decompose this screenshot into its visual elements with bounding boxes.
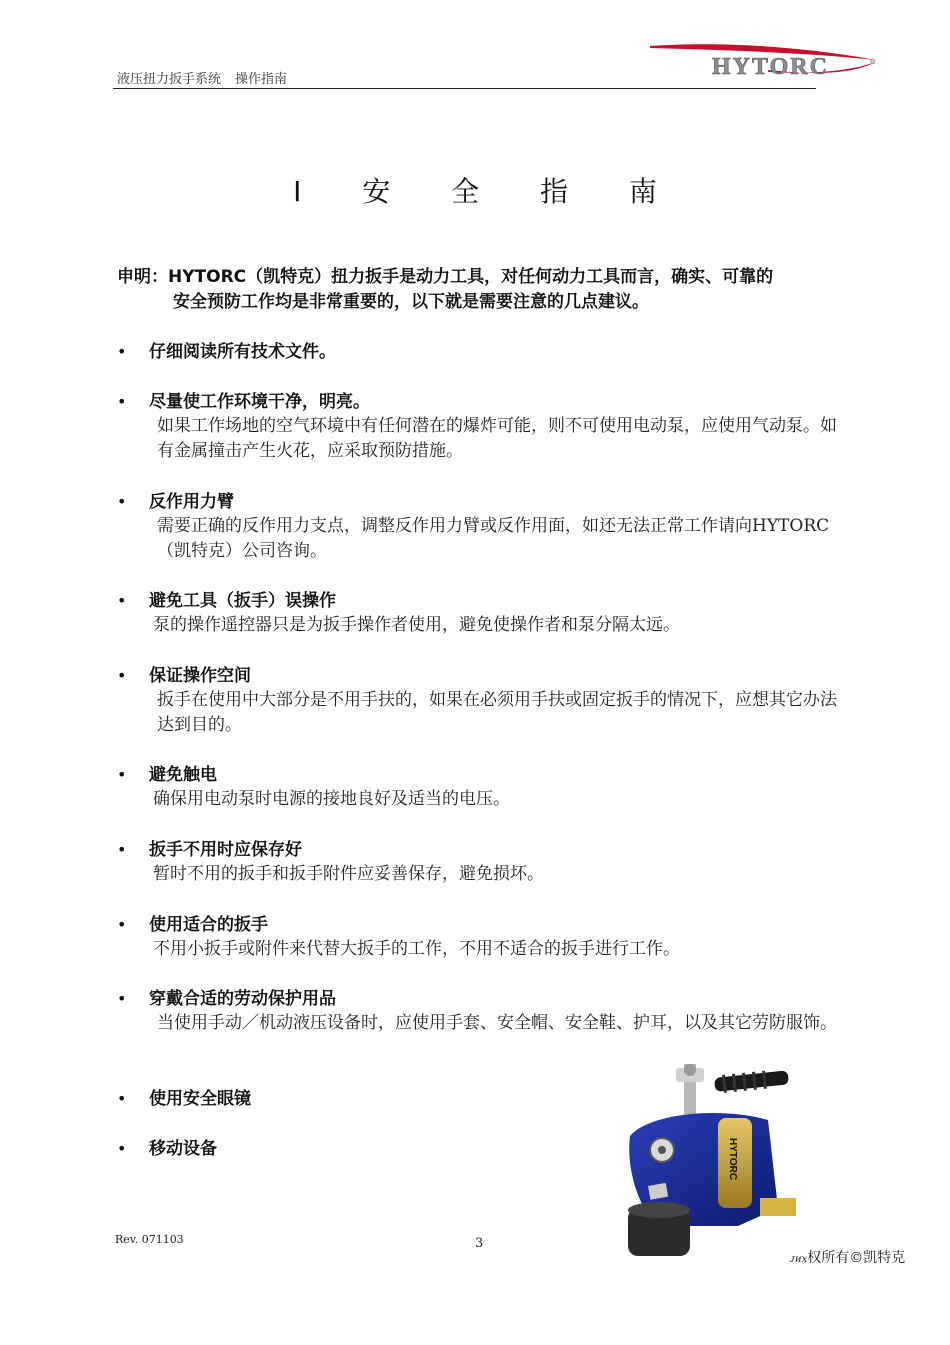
item-title: 反作用力臂 bbox=[149, 492, 234, 512]
page-title: I 安 全 指 南 bbox=[293, 175, 683, 208]
bullet-icon: • bbox=[117, 1089, 127, 1108]
item-title: 穿戴合适的劳动保护用品 bbox=[149, 989, 336, 1009]
bullet-icon: • bbox=[117, 666, 127, 685]
hytorc-logo bbox=[648, 40, 880, 88]
revision-label: Rev. 071103 bbox=[115, 1233, 184, 1246]
copyright-notice bbox=[790, 1247, 905, 1267]
bullet-icon: • bbox=[117, 591, 127, 610]
bullet-icon: • bbox=[117, 392, 127, 411]
item-description: 暂时不用的扳手和扳手附件应妥善保存，避免损坏。 bbox=[153, 864, 544, 884]
logo-registered-mark: ® bbox=[870, 59, 876, 66]
bullet-icon: • bbox=[117, 989, 127, 1008]
bullet-icon: • bbox=[117, 765, 127, 784]
item-description: 当使用手动／机动液压设备时，应使用手套、安全帽、安全鞋、护耳，以及其它劳防服饰。 bbox=[157, 1013, 837, 1033]
item-title: 避免触电 bbox=[149, 765, 217, 785]
item-title: 尽量使工作环境干净，明亮。 bbox=[149, 392, 370, 412]
item-title: 仔细阅读所有技术文件。 bbox=[149, 342, 336, 362]
item-description: 扳手在使用中大部分是不用手扶的，如果在必须用手扶或固定扳手的情况下，应想其它办法达到目的。 bbox=[157, 690, 837, 735]
header-doc-title: 液压扭力扳手系统 bbox=[117, 72, 222, 87]
copyright-prefix: ᴊᴎx bbox=[790, 1254, 808, 1265]
page-number: 3 bbox=[475, 1236, 484, 1251]
bullet-icon: • bbox=[117, 342, 127, 361]
statement-line-2: 安全预防工作均是非常重要的，以下就是需要注意的几点建议。 bbox=[173, 292, 649, 312]
item-description: 需要正确的反作用力支点，调整反作用力臂或反作用面，如还无法正常工作请向HYTORC（凯特克）公司咨询。 bbox=[157, 516, 830, 561]
header-breadcrumb bbox=[117, 68, 287, 87]
torque-wrench-photo bbox=[618, 1058, 800, 1256]
bullet-icon: • bbox=[117, 492, 127, 511]
item-description: 如果工作场地的空气环境中有任何潜在的爆炸可能，则不可使用电动泵，应使用气动泵。如有金属撞击产生火花，应采取预防措施。 bbox=[157, 416, 837, 461]
safety-statement bbox=[117, 265, 845, 315]
bullet-icon: • bbox=[117, 1139, 127, 1158]
copyright-text: 权所有©凯特克 bbox=[807, 1250, 906, 1266]
header-doc-subtitle: 操作指南 bbox=[235, 72, 288, 87]
item-description: 泵的操作遥控器只是为扳手操作者使用，避免使操作者和泵分隔太远。 bbox=[153, 615, 680, 635]
statement-line-1: 申明：HYTORC（凯特克）扭力扳手是动力工具，对任何动力工具而言，确实、可靠的 bbox=[117, 267, 774, 287]
item-title: 使用适合的扳手 bbox=[149, 915, 268, 935]
item-title: 移动设备 bbox=[149, 1139, 217, 1159]
photo-label: HYTORC bbox=[727, 1138, 738, 1181]
item-title: 避免工具（扳手）误操作 bbox=[149, 591, 336, 611]
item-description: 不用小扳手或附件来代替大扳手的工作，不用不适合的扳手进行工作。 bbox=[153, 939, 680, 959]
item-title: 保证操作空间 bbox=[149, 666, 251, 686]
item-title: 扳手不用时应保存好 bbox=[149, 840, 302, 860]
logo-text: HYTORC bbox=[712, 54, 829, 80]
item-description: 确保用电动泵时电源的接地良好及适当的电压。 bbox=[153, 789, 510, 809]
header-divider bbox=[113, 88, 816, 89]
item-title: 使用安全眼镜 bbox=[149, 1089, 251, 1109]
bullet-icon: • bbox=[117, 840, 127, 859]
bullet-icon: • bbox=[117, 915, 127, 934]
